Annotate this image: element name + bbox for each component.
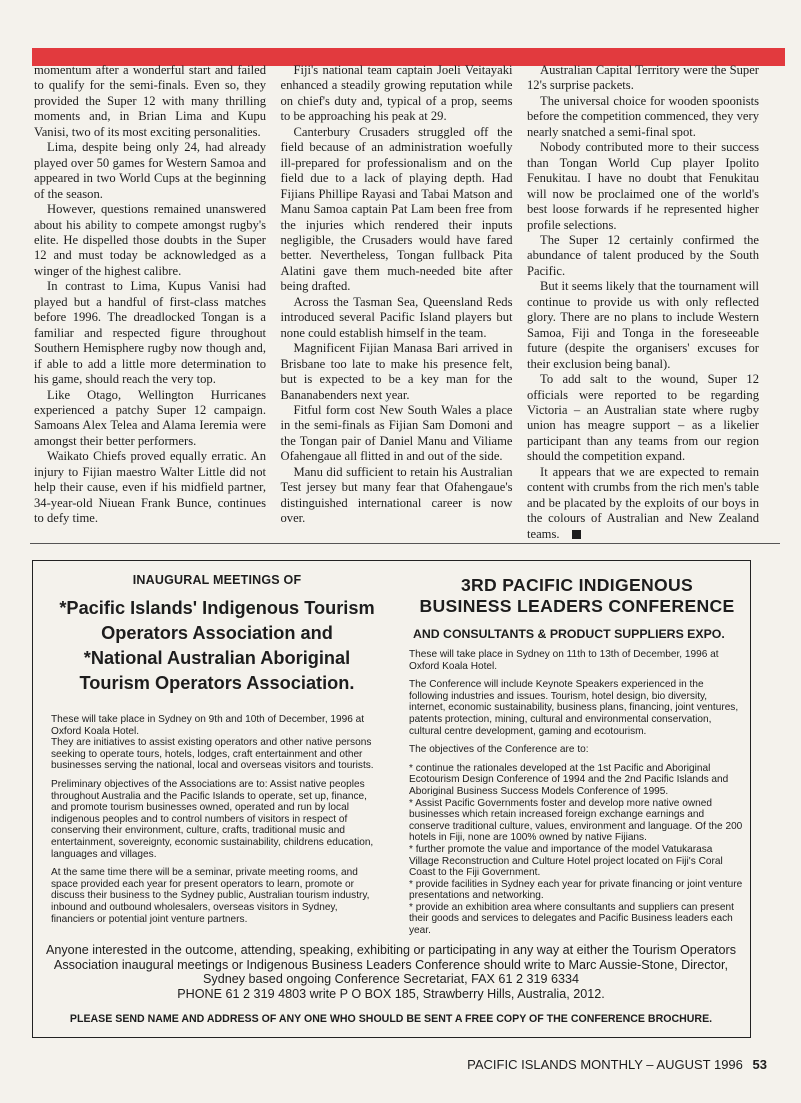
end-of-article-mark bbox=[572, 530, 581, 539]
ad-paragraph: The objectives of the Conference are to: bbox=[409, 744, 589, 756]
paragraph: Australian Capital Territory were the Super 12's surprise packets. bbox=[527, 63, 759, 93]
article-columns bbox=[34, 63, 759, 541]
ad-paragraph: At the same time there will be a seminar, private meeting rooms, and space provided each year for present operators to learn, promote or discuss their business to the Sydney public, Australian tourism industry, inbound and outbound wholesalers, overseas visitors in Sydney, financiers or potential joint venture partners. bbox=[51, 867, 370, 925]
article-column-2 bbox=[281, 63, 513, 535]
ad-subheading: AND CONSULTANTS & PRODUCT SUPPLIERS EXPO. bbox=[413, 627, 725, 641]
ad-contact-text: Anyone interested in the outcome, attending, speaking, exhibiting or participating in any way at either the Tourism Operators Association inaugural meetings or Indigenous Business Leaders Conference should write to Marc Aussie-Stone, Director, Sydney based ongoing Conference Secretariat, FAX 61 2 319 6334 PHONE 61 2 319 4803 write P O BOX 185, Strawberry Hills, Australia, 2012. bbox=[45, 943, 737, 1001]
paragraph: The Super 12 certainly confirmed the abundance of talent produced by the South Pacific. bbox=[527, 232, 759, 278]
paragraph: Lima, despite being only 24, had already played over 50 games for Western Samoa and appeared in two World Cups at the beginning of the season. bbox=[34, 140, 266, 201]
ad-heading-line: *Pacific Islands' Indigenous Tourism Operators Association and bbox=[59, 598, 375, 643]
ad-right-column bbox=[409, 575, 745, 944]
conference-advertisement bbox=[32, 560, 751, 1038]
publication-name: PACIFIC ISLANDS MONTHLY – AUGUST 1996 bbox=[467, 1057, 743, 1072]
paragraph: Canterbury Crusaders struggled off the field because of an administration woefully ill-prepared for professionalism and on the field due to a lack of playing depth. Had Fijians Phillipe Rayasi and Tabai Matson and Manu Samoa captain Pat Lam been free from the injuries which rendered their inputs negligible, the Crusaders would have fared better. Nevertheless, Tongan fullback Pita Alatini gave them much-needed bite after being drafted. bbox=[280, 124, 513, 294]
article-column-3 bbox=[527, 63, 759, 541]
ad-objectives-list: * continue the rationales developed at the 1st Pacific and Aboriginal Ecotourism Design Conference of 1994 and the 2nd Pacific Islands and Aboriginal Business Success Models Conference of 1995. * Assist Pacific Governments foster and develop more native owned businesses which retain increased foreign exchange earnings and conserve traditional culture, values, environment and language. Of the 200 hotels in Fiji, none are 100% owned by native Fijians. * further promote the value and importance of the model Vatukarasa Village Reconstruction and Culture Hotel project located on Fiji's Coral Coast to the Fiji Government. * provide facilities in Sydney each year for private financing or joint venture presentations and networking. * provide an exhibition area where consultants and suppliers can present their goods and services to delegates and Pacific Business leaders each year. bbox=[409, 762, 743, 937]
ad-heading-conference bbox=[409, 575, 745, 617]
ad-brochure-request: PLEASE SEND NAME AND ADDRESS OF ANY ONE WHO SHOULD BE SENT A FREE COPY OF THE CONFERENCE BROCHURE. bbox=[69, 1013, 713, 1026]
paragraph: But it seems likely that the tournament will continue to provide us with only reflected glory. There are no plans to include Western Samoa, Fiji and Tonga in the foreseeable future (despite the organisers' excuses for their exclusion being banal). bbox=[527, 279, 759, 371]
paragraph: The universal choice for wooden spoonists before the competition commenced, they very nearly snatched a semi-final spot. bbox=[527, 93, 759, 139]
ad-paragraph: The Conference will include Keynote Speakers experienced in the following industries and issues. Tourism, hotel design, bio diversity, internet, economic sustainability, business plans, financing, joint ventures, patents protection, mining, cultural and environmental conservation, cultural centre development, gaming and ecotourism. bbox=[409, 679, 739, 737]
paragraph: Across the Tasman Sea, Queensland Reds introduced several Pacific Island players but none could establish himself in the team. bbox=[280, 294, 513, 340]
paragraph: Fiji's national team captain Joeli Veitayaki enhanced a steadily growing reputation while on chief's duty and, typical of a prop, seems to be approaching his peak at 29. bbox=[280, 63, 513, 124]
paragraph: To add salt to the wound, Super 12 officials were reported to be regarding Victoria – an Australian state where rugby union has meagre support – as a likelier participant than any teams from our region should the competition expand. bbox=[527, 372, 759, 464]
paragraph: Nobody contributed more to their success than Tongan World Cup player Ipolito Fenukitau. I have no doubt that Fenukitau will now be proclaimed one of the world's best loose forwards if he represented higher profile selections. bbox=[527, 140, 759, 232]
ad-heading-line: *National Australian Aboriginal Tourism Operators Association. bbox=[79, 648, 355, 693]
last-paragraph bbox=[527, 465, 759, 542]
article-column-1 bbox=[34, 63, 266, 535]
paragraph: In contrast to Lima, Kupus Vanisi had played but a handful of first-class matches before 1996. The dreadlocked Tongan is a familiar and respected figure throughout Southern Hemisphere rugby now though and, if able to add a little more determination to his game, should reach the very top. bbox=[34, 279, 266, 387]
ad-paragraph: These will take place in Sydney on 9th and 10th of December, 1996 at Oxford Koala Hotel. They are initiatives to assist existing operators and other native persons seeking to operate tours, hotels, lodges, craft entertainment and other businesses serving the national, local and overseas visitors and tourists. bbox=[51, 714, 374, 772]
ad-left-body bbox=[51, 714, 383, 925]
paragraph: Magnificent Fijian Manasa Bari arrived in Brisbane too late to make his presence felt, but is expected to be a key man for the Bananabenders next year. bbox=[280, 341, 513, 402]
page-footer bbox=[467, 1057, 767, 1072]
ad-paragraph: These will take place in Sydney on 11th to 13th of December, 1996 at Oxford Koala Hotel. bbox=[409, 649, 719, 672]
paragraph: Fitful form cost New South Wales a place in the semi-finals as Fijian Sam Domoni and the Tongan pair of Daniel Manu and Viliame Ofahengaue all flitted in and out of the side. bbox=[280, 402, 513, 464]
ad-paragraph: Preliminary objectives of the Associations are to: Assist native peoples throughout Australia and the Pacific Islands to operate, set up, finance, and promote tourism businesses owned, operated and run by local indigenous peoples and to control numbers of visitors in respect of conserving their environment, culture, crafts, traditional music and entertainment, sovereignty, economic sustainability, childrens education, languages and villages. bbox=[51, 778, 374, 860]
paragraph: Like Otago, Wellington Hurricanes experienced a patchy Super 12 campaign. Samoans Alex Telea and Alama Ieremia were amongst their better performers. bbox=[34, 387, 266, 448]
ad-right-body bbox=[409, 649, 745, 937]
ad-heading-line: BUSINESS LEADERS CONFERENCE bbox=[419, 596, 735, 616]
paragraph: However, questions remained unanswered about his ability to compete amongst rugby's elite. He dispelled those doubts in the Super 12 and must today be acknowledged as a winger of the highest calibre. bbox=[34, 202, 266, 278]
paragraph: Waikato Chiefs proved equally erratic. An injury to Fijian maestro Walter Little did not help their cause, even if his midfield partner, 34-year-old Niuean Frank Bunce, continues to defy time. bbox=[34, 449, 266, 526]
ad-contact-block bbox=[43, 943, 739, 1025]
paragraph: Manu did sufficient to retain his Australian Test jersey but many fear that Ofahengaue's distinguished international career is now over. bbox=[280, 464, 513, 526]
page-number: 53 bbox=[752, 1057, 767, 1072]
ad-left-column bbox=[51, 573, 383, 932]
paragraph-text: It appears that we are expected to remain content with crumbs from the rich men's table and be placated by the exploits of our boys in the colours of Australian and New Zealand teams. bbox=[527, 464, 759, 541]
ad-heading-tourism bbox=[51, 596, 383, 696]
section-divider bbox=[30, 543, 780, 544]
ad-heading-line: 3RD PACIFIC INDIGENOUS bbox=[460, 575, 694, 595]
ad-kicker: INAUGURAL MEETINGS OF bbox=[132, 573, 302, 587]
paragraph: momentum after a wonderful start and failed to qualify for the semi-finals. Even so, they provided the Super 12 with many thrilling moments and, in Brian Lima and Kupu Vanisi, two of its most exciting personalities. bbox=[34, 63, 266, 139]
